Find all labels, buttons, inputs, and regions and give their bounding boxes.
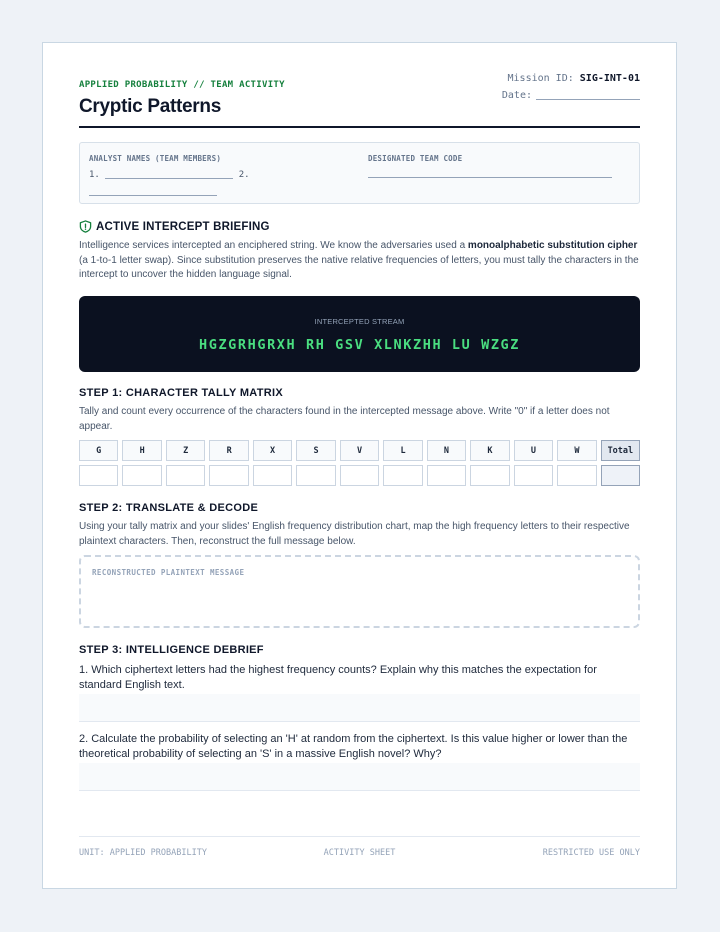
tally-letter-s: S (296, 440, 335, 461)
question-1: 1. Which ciphertext letters had the highest frequency counts? Explain why this matches the expectation for standard English text. (79, 664, 597, 691)
tally-count-n[interactable] (427, 465, 466, 486)
tally-count-s[interactable] (296, 465, 335, 486)
intercepted-stream-panel (79, 296, 640, 372)
briefing-text-1: Intelligence services intercepted an enciphered string. We know the adversaries used a (79, 240, 468, 251)
tally-letter-w: W (557, 440, 596, 461)
tally-count-w[interactable] (557, 465, 596, 486)
briefing-text-bold: monoalphabetic substitution cipher (467, 240, 638, 251)
tally-count-u[interactable] (514, 465, 553, 486)
step3-heading: STEP 3: INTELLIGENCE DEBRIEF (79, 644, 264, 656)
tally-letter-g: G (79, 440, 118, 461)
ciphertext: HGZGRHGRXH RH GSV XLNKZHH LU WZGZ (198, 337, 520, 353)
footer-sheet-type: ACTIVITY SHEET (323, 848, 396, 858)
tally-count-l[interactable] (383, 465, 422, 486)
page-title: Cryptic Patterns (79, 96, 221, 117)
team-info-box (79, 142, 640, 204)
team-code-field[interactable] (368, 177, 612, 178)
briefing-text-2: (a 1-to-1 letter swap). Since substitution preserves the native relative frequencies of letters, you must tally the characters in the intercept to uncover the hidden language signal. (79, 254, 639, 280)
footer-divider (79, 836, 640, 837)
tally-letter-v: V (340, 440, 379, 461)
tally-total-header: Total (601, 440, 640, 461)
name1-prefix: 1. (89, 170, 100, 180)
names-fields (89, 167, 354, 201)
tally-letter-h: H (122, 440, 161, 461)
tally-letter-r: R (209, 440, 248, 461)
mission-id: SIG-INT-01 (579, 73, 640, 84)
tally-count-h[interactable] (122, 465, 161, 486)
header-divider (79, 126, 640, 128)
step1-heading: STEP 1: CHARACTER TALLY MATRIX (79, 387, 283, 399)
step2-text: Using your tally matrix and your slides' English frequency distribution chart, map the high frequency letters to their respective plaintext characters. Then, reconstruct the full message below. (79, 521, 630, 547)
step1-text: Tally and count every occurrence of the characters found in the intercepted message above. Write "0" if a letter does not appear. (79, 406, 610, 432)
tally-letter-k: K (470, 440, 509, 461)
name2-field[interactable] (89, 186, 217, 196)
tally-count-g[interactable] (79, 465, 118, 486)
answer-1-field[interactable] (79, 694, 640, 722)
shield-icon (79, 220, 92, 233)
tally-input-row (79, 465, 640, 486)
name1-field[interactable] (105, 169, 233, 179)
names-label: ANALYST NAMES (TEAM MEMBERS) (89, 154, 222, 163)
plaintext-answer-box[interactable] (79, 555, 640, 628)
team-code-label: DESIGNATED TEAM CODE (368, 154, 463, 163)
tally-letter-z: Z (166, 440, 205, 461)
activity-sheet (42, 42, 677, 889)
plaintext-box-label: RECONSTRUCTED PLAINTEXT MESSAGE (92, 568, 245, 577)
date-field[interactable] (536, 89, 640, 100)
tally-count-x[interactable] (253, 465, 292, 486)
step2-heading: STEP 2: TRANSLATE & DECODE (79, 502, 259, 514)
tally-count-r[interactable] (209, 465, 248, 486)
mission-block (502, 73, 640, 101)
course-kicker: APPLIED PROBABILITY // TEAM ACTIVITY (79, 80, 285, 90)
briefing-heading (79, 220, 270, 233)
stream-label: INTERCEPTED STREAM (314, 317, 405, 326)
briefing-heading-text: ACTIVE INTERCEPT BRIEFING (96, 221, 270, 233)
tally-count-v[interactable] (340, 465, 379, 486)
footer-unit: UNIT: APPLIED PROBABILITY (79, 848, 207, 858)
briefing-text (79, 239, 640, 283)
tally-total-count[interactable] (601, 465, 640, 486)
tally-letter-x: X (253, 440, 292, 461)
question-2: 2. Calculate the probability of selecting an 'H' at random from the ciphertext. Is this value higher or lower than the theoretical probability of selecting an 'S' in a massive English novel? Why? (79, 733, 628, 760)
tally-letter-l: L (383, 440, 422, 461)
name2-prefix: 2. (238, 170, 250, 180)
tally-letter-u: U (514, 440, 553, 461)
tally-header-row (79, 440, 640, 461)
answer-2-field[interactable] (79, 763, 640, 791)
tally-matrix (79, 440, 640, 490)
footer-restriction: RESTRICTED USE ONLY (542, 848, 640, 858)
tally-letter-n: N (427, 440, 466, 461)
date-label: Date: (501, 90, 532, 101)
tally-count-z[interactable] (166, 465, 205, 486)
mission-label: Mission ID: (507, 73, 574, 84)
tally-count-k[interactable] (470, 465, 509, 486)
